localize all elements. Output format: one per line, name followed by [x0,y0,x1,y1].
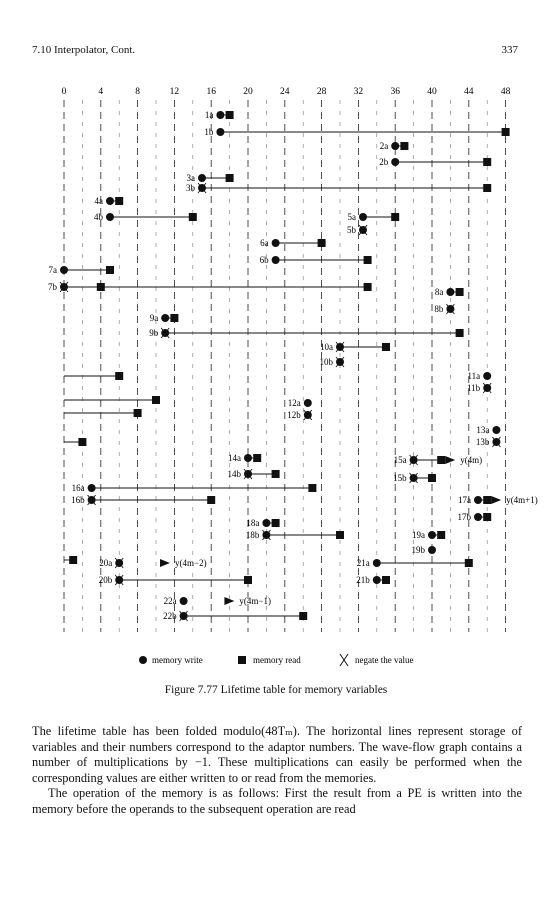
read-mark [502,128,510,136]
variable-label: 9b [149,328,159,338]
write-mark [391,158,399,166]
write-mark [492,426,500,434]
variable-label: 1b [204,127,214,137]
read-mark [308,484,316,492]
tick-label: 48 [500,87,511,97]
variable-label: 9a [149,313,159,323]
variable-label: 5a [347,212,356,222]
output-label: y(4m) [460,455,483,465]
variable-label: 2b [379,157,389,167]
page-number: 337 [501,44,518,56]
read-mark [437,456,445,464]
variable-label: 16a [71,483,85,493]
variable-label: 6a [260,238,269,248]
write-mark [180,597,188,605]
read-mark [437,531,445,539]
tick-label: 0 [61,87,67,97]
variable-label: 22a [163,596,177,606]
variable-label: 3b [186,183,195,193]
variable-label: 11a [467,371,481,381]
variable-label: 6b [259,255,269,265]
lifetime-table-figure [0,80,552,680]
write-mark [391,142,399,150]
variable-label: 15b [393,473,407,483]
read-mark [226,111,234,119]
read-mark [115,197,123,205]
write-mark [272,256,280,264]
write-mark [60,266,68,274]
read-mark [400,142,408,150]
write-mark [304,399,312,407]
variable-label: 12a [287,398,301,408]
read-mark [115,372,123,380]
tick-label: 40 [427,87,437,97]
read-mark [244,576,252,584]
body-text [32,724,522,817]
read-mark [382,576,390,584]
section-title: 7.10 Interpolator, Cont. [32,44,136,56]
write-mark [216,128,224,136]
variable-label: 1a [204,110,214,120]
write-mark [161,314,169,322]
variable-label: 11b [467,383,481,393]
variable-label: 7b [48,282,57,292]
tick-label: 12 [169,87,180,97]
write-mark [373,559,381,567]
read-mark [483,513,491,521]
variable-label: 14b [227,469,241,479]
memory-write-icon [139,656,147,664]
variable-label: 10b [319,357,333,367]
variable-label: 15a [393,455,407,465]
read-mark [456,288,464,296]
paragraph-2: The operation of the memory is as follows: First the result from a PE is written into the memory before the operands to the subsequent operation are read [32,786,522,816]
tick-label: 8 [135,87,140,97]
variable-label: 18a [246,518,260,528]
read-mark [391,213,399,221]
paragraph-1: The lifetime table has been folded modulo(48Tₘ). The horizontal lines represent storage of variables and their numbers correspond to the adaptor numbers. The wave-flow graph contains a number of multiplications by −1. These multiplications can easily be performed when the corresponding values are either written to or read from the memories. [32,724,522,785]
read-mark [483,158,491,166]
write-mark [359,213,367,221]
legend [139,654,413,666]
read-mark [483,496,491,504]
variable-label: 3a [186,173,195,183]
figure-caption: Figure 7.77 Lifetime table for memory variables [164,684,388,696]
variable-label: 20b [98,575,113,585]
time-axis-ticks [62,87,511,97]
memory-read-icon [238,656,246,664]
read-mark [106,266,114,274]
read-mark [318,239,326,247]
tick-label: 24 [280,87,290,97]
tick-label: 44 [464,87,474,97]
read-mark [152,396,160,404]
time-grid-lines [64,100,506,632]
variable-label: 13a [476,425,490,435]
write-mark [373,576,381,584]
write-mark [483,372,491,380]
read-mark [299,612,307,620]
write-mark [198,174,206,182]
variable-label: 22b [163,611,177,621]
output-arrow [491,496,501,504]
variable-label: 5b [347,225,356,235]
write-mark [428,531,436,539]
variable-label: 17b [457,512,471,522]
read-mark [189,213,197,221]
variable-label: 14a [228,453,241,463]
read-mark [364,256,372,264]
variable-label: 12b [287,410,301,420]
legend-negate: negate the value [355,655,414,665]
write-mark [88,484,96,492]
tick-label: 20 [243,87,253,97]
variable-label: 2a [379,141,389,151]
write-mark [272,239,280,247]
read-mark [272,519,280,527]
output-label: y(4m−1) [239,596,271,606]
tick-label: 16 [206,87,216,97]
read-mark [69,556,77,564]
variable-label: 17a [458,495,471,505]
variable-label: 20a [99,558,113,568]
variable-label: 19b [411,545,425,555]
tick-label: 36 [390,87,400,97]
write-mark [244,454,252,462]
variable-label: 4a [94,196,103,206]
tick-label: 28 [316,87,327,97]
read-mark [364,283,372,291]
legend-write: memory write [152,655,203,665]
write-mark [474,496,482,504]
variable-label: 10a [320,342,333,352]
variable-label: 8b [434,304,444,314]
write-mark [428,546,436,554]
output-arrow [445,456,455,464]
write-mark [216,111,224,119]
output-arrow [160,559,170,567]
read-mark [428,474,436,482]
read-mark [226,174,234,182]
variable-label: 18b [245,530,260,540]
variable-label: 19a [412,530,425,540]
variable-label: 21a [356,558,370,568]
read-mark [465,559,473,567]
write-mark [106,197,114,205]
read-mark [382,343,390,351]
read-mark [207,496,215,504]
variable-label: 7a [48,265,57,275]
variable-label: 13b [475,437,490,447]
write-mark [262,519,270,527]
read-mark [253,454,261,462]
legend-read: memory read [253,655,301,665]
write-mark [446,288,454,296]
variable-label: 21b [356,575,370,585]
read-mark [134,409,142,417]
read-mark [483,184,491,192]
read-mark [272,470,280,478]
variable-label: 4b [94,212,103,222]
output-label: y(4m+1) [506,495,538,505]
read-mark [170,314,178,322]
tick-label: 32 [353,87,364,97]
negate-icon [340,654,348,666]
variable-label: 8a [434,287,444,297]
variable-labels [48,110,538,621]
write-mark [474,513,482,521]
read-mark [78,438,86,446]
read-mark [97,283,105,291]
variable-label: 16b [71,495,85,505]
output-label: y(4m−2) [175,558,207,568]
write-mark [106,213,114,221]
tick-label: 4 [98,87,104,97]
read-mark [456,329,464,337]
read-mark [336,531,344,539]
